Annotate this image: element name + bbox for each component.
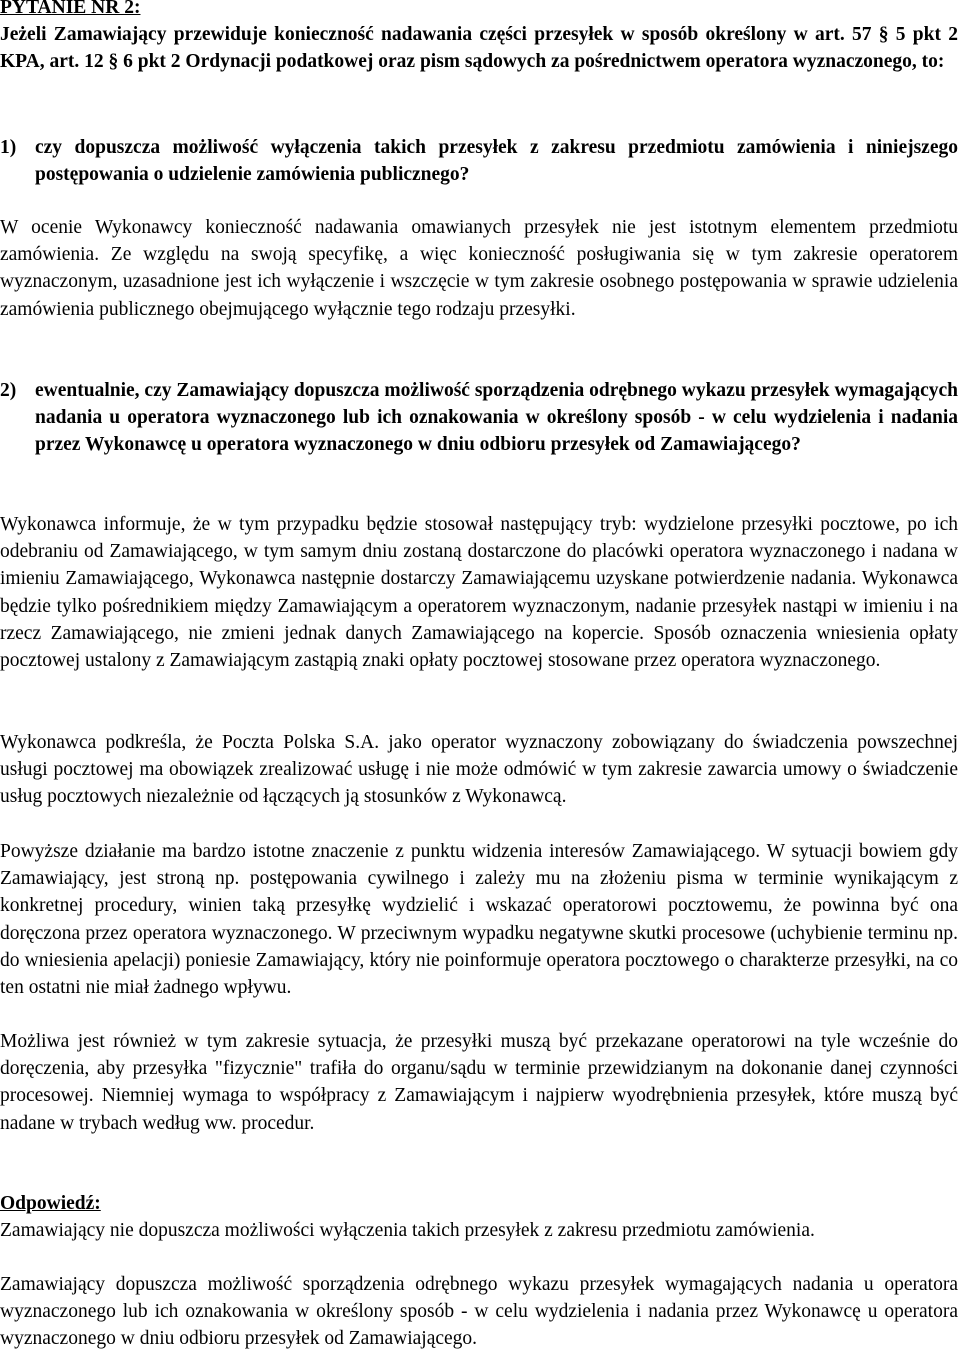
contractor-procedure-paragraph: Wykonawca informuje, że w tym przypadku będzie stosował następujący tryb: wydzielone przesyłki pocztowe, po ich odebraniu od Zamawiającego, w tym samym dniu zostaną dostarczone do placówki operatora wyznaczonego i nadana w imieniu Zamawiającego, Wykonawca następnie dostarczy Zamawiającemu uzyskane potwierdzenie nadania. Wykonawca będzie tylko pośrednikiem między Zamawiającym a operatorem wyznaczonym, nadanie przesyłek nastąpi w imieniu i na rzecz Zamawiającego, nie zmieni jednak danych Zamawiającego na kopercie. Sposób oznaczenia wniesienia opłaty pocztowej ustalony z Zamawiającym zastąpią znaki opłaty pocztowej stosowane przez operatora wyznaczonego. [0,514,958,672]
answer-paragraph-1: Zamawiający nie dopuszcza możliwości wyłączenia takich przesyłek z zakresu przedmiotu zamówienia. [0,1220,815,1241]
question-1-number: 1) [0,137,17,158]
importance-paragraph: Powyższe działanie ma bardzo istotne znaczenie z punktu widzenia interesów Zamawiającego. W sytuacji bowiem gdy Zamawiający, jest stroną np. postępowania cywilnego i zależy mu na złożeniu pisma w terminie wynikającym z konkretnej procedury, winien taką przesyłkę wydzielić i wskazać operatorowi pocztowemu, że powinna być ona doręczona przez operatora wyznaczonego. W przeciwnym wypadku negatywne skutki procesowe (uchybienie terminu np. do wniesienia apelacji) poniesie Zamawiający, który nie poinformuje operatora pocztowego o charakterze przesyłki, na co ten ostatni nie miał żadnego wpływu. [0,841,958,999]
question-2-number: 2) [0,380,17,401]
answer-paragraph-2: Zamawiający dopuszcza możliwość sporządzenia odrębnego wykazu przesyłek wymagających nadania u operatora wyznaczonego lub ich oznakowania w określony sposób - w celu wydzielenia i nadania przez Wykonawcę u operatora wyznaczonego w dniu odbioru przesyłek od Zamawiającego. [0,1274,958,1350]
timing-paragraph: Możliwa jest również w tym zakresie sytuacja, że przesyłki muszą być przekazane operatorowi na tyle wcześnie do doręczenia, aby przesyłka "fizycznie" trafiła do organu/sądu w terminie przewidzianym na dokonanie danej czynności procesowej. Niemniej wymaga to współpracy z Zamawiającym i najpierw wyodrębnienia przesyłek, które muszą być nadane w trybach według ww. procedur. [0,1031,958,1134]
question-1-comment: W ocenie Wykonawcy konieczność nadawania omawianych przesyłek nie jest istotnym elementem przedmiotu zamówienia. Ze względu na swoją specyfikę, a więc konieczność posługiwania się w tym zakresie operatorem wyznaczonym, uzasadnione jest ich wyłączenie i wszczęcie w tym zakresie osobnego postępowania w sprawie udzielenia zamówienia publicznego obejmującego wyłącznie tego rodzaju przesyłki. [0,217,958,320]
contractor-emphasis-paragraph: Wykonawca podkreśla, że Poczta Polska S.A. jako operator wyznaczony zobowiązany do świadczenia powszechnej usługi pocztowej ma obowiązek zrealizować usługę i nie może odmówić w tym zakresie zawarcia umowy o świadczenie usług pocztowych niezależnie od łączących ją stosunków z Wykonawcą. [0,732,958,808]
question-title: PYTANIE NR 2: [0,0,141,18]
question-1-text: czy dopuszcza możliwość wyłączenia takich przesyłek z zakresu przedmiotu zamówienia i niniejszego postępowania o udzielenie zamówienia publicznego? [35,137,958,186]
question-intro: Jeżeli Zamawiający przewiduje konieczność nadawania części przesyłek w sposób określony w art. 57 § 5 pkt 2 KPA, art. 12 § 6 pkt 2 Ordynacji podatkowej oraz pism sądowych za pośrednictwem operatora wyznaczonego, to: [0,24,958,73]
question-2-text: ewentualnie, czy Zamawiający dopuszcza możliwość sporządzenia odrębnego wykazu przesyłek wymagających nadania u operatora wyznaczonego lub ich oznakowania w określony sposób - w celu wydzielenia i nadania przez Wykonawcę u operatora wyznaczonego w dniu odbioru przesyłek od Zamawiającego? [35,380,958,456]
answer-title: Odpowiedź: [0,1193,101,1214]
